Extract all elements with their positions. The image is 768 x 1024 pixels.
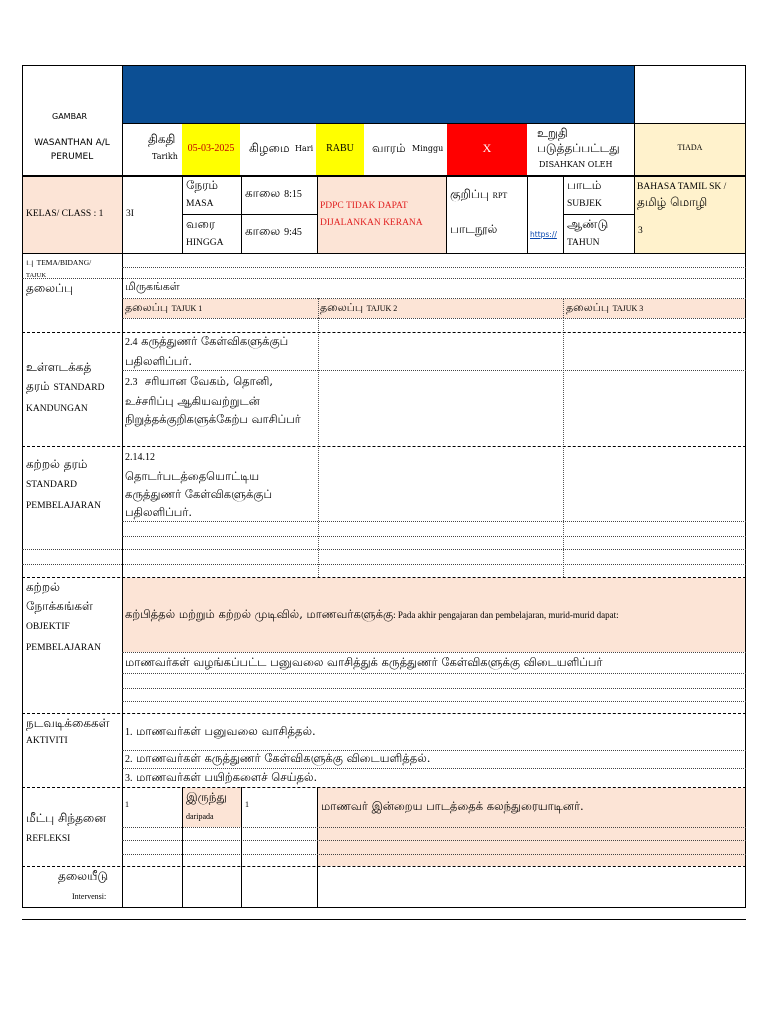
tajuk-3: தலைப்பு TAJUK 3 (566, 301, 644, 314)
tajuk-2: தலைப்பு TAJUK 2 (320, 301, 398, 314)
activity-item-1: 1. மாணவர்கள் பனுவலை வாசித்தல். (125, 724, 316, 738)
verify-label-ta: உறுதி படுத்தப்பட்டது (537, 126, 620, 155)
until-label-ta: வரை (186, 217, 216, 231)
learning-standard-text: 2.14.12 தொடர்படத்தையொட்டிய கருத்துணர் கேள்விகளுக்குப் பதிலளிப்பர். (125, 452, 273, 519)
until-label-ms: HINGGA (186, 238, 224, 248)
time-label-ms: MASA (186, 199, 214, 209)
learning-standard-label: கற்றல் தரம் STANDARD PEMBELAJARAN (26, 457, 101, 511)
verify-label-ms: DISAHKAN OLEH (539, 160, 613, 169)
intervention-label-ta: தலையீடு (58, 869, 109, 883)
activity-item-2: 2. மாணவர்கள் கருத்துணர் கேள்விகளுக்கு விடையளித்தல். (125, 751, 431, 765)
day-value: RABU (326, 143, 354, 154)
subject-value: BAHASA TAMIL SK / (637, 182, 727, 192)
header-blue-banner (122, 66, 634, 123)
objective-label: கற்றல் நோக்கங்கள் OBJEKTIF PEMBELAJARAN (26, 580, 101, 653)
reflection-count-1: 1 (125, 800, 129, 809)
gambar-label: GAMBAR (52, 112, 88, 121)
textbook-link[interactable]: https:// (530, 230, 557, 239)
activity-item-3: 3. மாணவர்கள் பயிற்களைச் செய்தல். (125, 770, 318, 784)
activities-label: நடவடிக்கைகள் AKTIVITI (26, 716, 110, 746)
tajuk-header-row (123, 299, 745, 318)
class-note: PDPC TIDAK DAPAT DIJALANKAN KERANA (320, 201, 423, 228)
content-standard-item-2: 2.3 சரியான வேகம், தொனி, உச்சரிப்பு ஆகியவற்றுடன் நிறுத்தக்குறிகளுக்கேற்ப வாசிப்பர் (125, 374, 301, 426)
objective-text: மாணவர்கள் வழங்கப்பட்ட பனுவலை வாசித்துக் கருத்துணர் கேள்விகளுக்கு விடையளிப்பர் (125, 655, 603, 669)
subject-label-ms: SUBJEK (567, 199, 602, 209)
verify-value: TIADA (677, 143, 703, 152)
reflection-from-ta: இருந்து (186, 790, 227, 804)
reflection-label: மீட்பு சிந்தனை REFLEKSI (26, 811, 106, 844)
objective-intro: கற்பித்தல் மற்றும் கற்றல் முடிவில், மாணவர்களுக்கு: Pada akhir pengajaran dan pembelajaran, murid-murid dapat: (125, 607, 619, 621)
title-value: மிருகங்கள் (125, 280, 180, 293)
year-label-ta: ஆண்டு (567, 217, 609, 231)
reflection-from-ms: daripada (186, 812, 214, 821)
date-value: 05-03-2025 (187, 143, 235, 154)
year-label-ms: TAHUN (567, 238, 600, 248)
time-label-ta: நேரம் (186, 178, 219, 192)
reflection-text: மாணவர் இன்றைய பாடத்தைக் கலந்துரையாடினர். (321, 799, 584, 813)
reflection-count-2: 1 (245, 800, 249, 809)
footer-divider (22, 919, 746, 920)
subject-value-ta: தமிழ் மொழி (637, 195, 708, 209)
week-value: X (482, 141, 492, 155)
teacher-name: WASANTHAN A/L PERUMEL (34, 138, 110, 162)
class-label: KELAS/ CLASS : 1 (26, 209, 104, 219)
year-value: 3 (638, 226, 643, 236)
intervention-label-ms: Intervensi: (72, 892, 107, 901)
time-end: காலை 9:45 (245, 224, 302, 238)
subject-label-ta: பாடம் (567, 178, 602, 192)
content-standard-label: உள்ளடக்கத் தரம் STANDARD KANDUNGAN (26, 360, 105, 414)
theme-label: பு TEMA/BIDANG/ TAJUK (26, 257, 92, 279)
day-label-ms: Hari (295, 144, 314, 153)
class-value: 3I (126, 209, 134, 219)
content-standard-item-1: 2.4 கருத்துணர் கேள்விகளுக்குப் பதிலளிப்பர். (125, 334, 289, 368)
title-label: தலைப்பு (26, 281, 73, 295)
date-label-ms: Tarikh (152, 152, 178, 161)
date-label-ta: திகதி (148, 132, 176, 146)
day-label-ta: கிழமை (249, 141, 290, 155)
tajuk-1: தலைப்பு TAJUK 1 (125, 301, 203, 314)
rpt-label: குறிப்பு RPT (450, 187, 508, 201)
week-label-ms: Minggu (412, 144, 444, 153)
textbook-label: பாடநூல் (450, 222, 498, 236)
time-start: காலை 8:15 (245, 186, 302, 200)
week-label-ta: வாரம் (372, 141, 406, 155)
